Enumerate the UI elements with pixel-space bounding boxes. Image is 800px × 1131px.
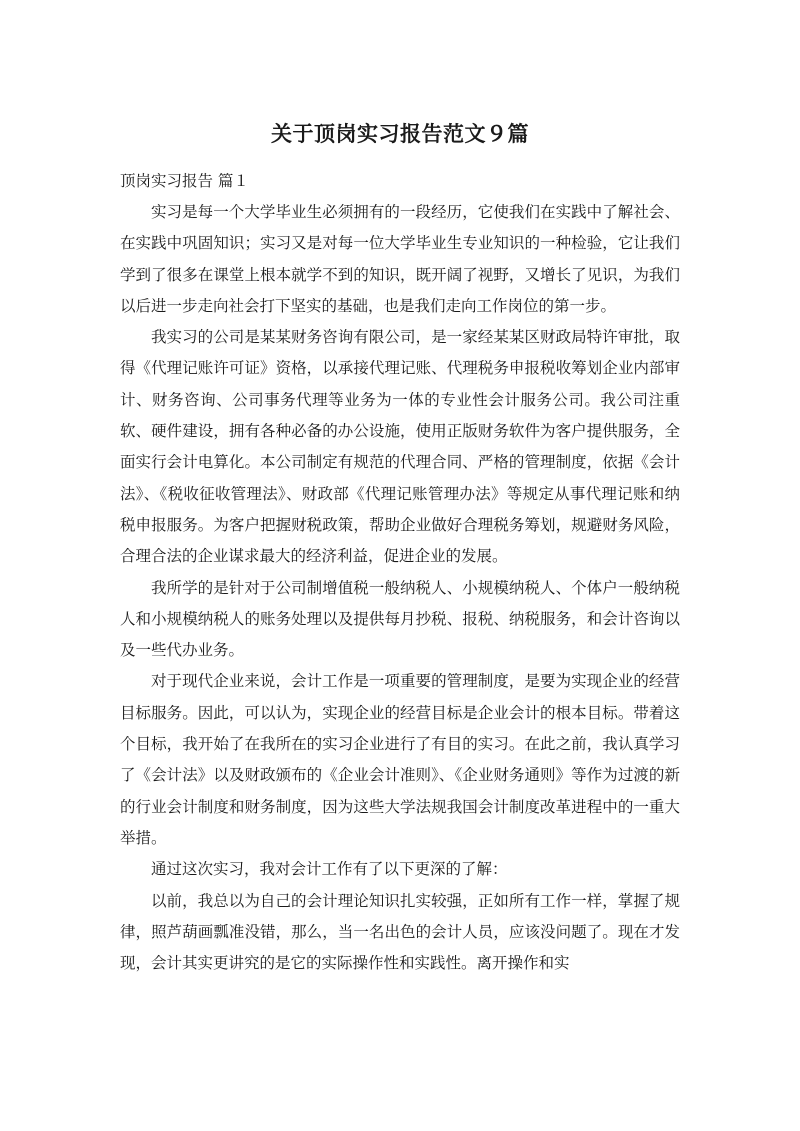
paragraph-1: 实习是每一个大学毕业生必须拥有的一段经历，它使我们在实践中了解社会、在实践中巩固知识；实习又是对每一位大学毕业生专业知识的一种检验，它让我们学到了很多在课堂上根本就学不到的知识，既开阔了视野，又增长了见识，为我们以后进一步走向社会打下坚实的基础，也是我们走向工作岗位的第一步。 [120, 203, 680, 315]
paragraph-3: 我所学的是针对于公司制增值税一般纳税人、小规模纳税人、个体户一般纳税人和小规模纳税人的账务处理以及提供每月抄税、报税、纳税服务，和会计咨询以及一些代办业务。 [120, 578, 680, 660]
section-heading: 顶岗实习报告 篇１ [120, 172, 249, 190]
paragraph-6: 以前，我总以为自己的会计理论知识扎实较强，正如所有工作一样，掌握了规律，照芦葫画瓢准没错，那么，当一名出色的会计人员，应该没问题了。现在才发现，会计其实更讲究的是它的实际操作性和实践性。离开操作和实 [120, 891, 680, 973]
paragraph-2: 我实习的公司是某某财务咨询有限公司，是一家经某某区财政局特许审批，取得《代理记账许可证》资格，以承接代理记账、代理税务申报税收筹划企业内部审计、财务咨询、公司事务代理等业务为一体的专业性会计服务公司。我公司注重软、硬件建设，拥有各种必备的办公设施，使用正版财务软件为客户提供服务，全面实行会计电算化。本公司制定有规范的代理合同、严格的管理制度，依据《会计法》、《税收征收管理法》、财政部《代理记账管理办法》等规定从事代理记账和纳税申报服务。为客户把握财税政策，帮助企业做好合理税务筹划，规避财务风险，合理合法的企业谋求最大的经济利益，促进企业的发展。 [120, 328, 680, 566]
document-title: 关于顶岗实习报告范文９篇 [271, 122, 529, 146]
paragraph-4: 对于现代企业来说，会计工作是一项重要的管理制度，是要为实现企业的经营目标服务。因此，可以认为，实现企业的经营目标是企业会计的根本目标。带着这个目标，我开始了在我所在的实习企业进行了有目的实习。在此之前，我认真学习了《会计法》以及财政颁布的《企业会计准则》、《企业财务通则》等作为过渡的新的行业会计制度和财务制度，因为这些大学法规我国会计制度改革进程中的一重大举措。 [120, 672, 680, 847]
paragraph-5: 通过这次实习，我对会计工作有了以下更深的了解： [151, 860, 508, 879]
